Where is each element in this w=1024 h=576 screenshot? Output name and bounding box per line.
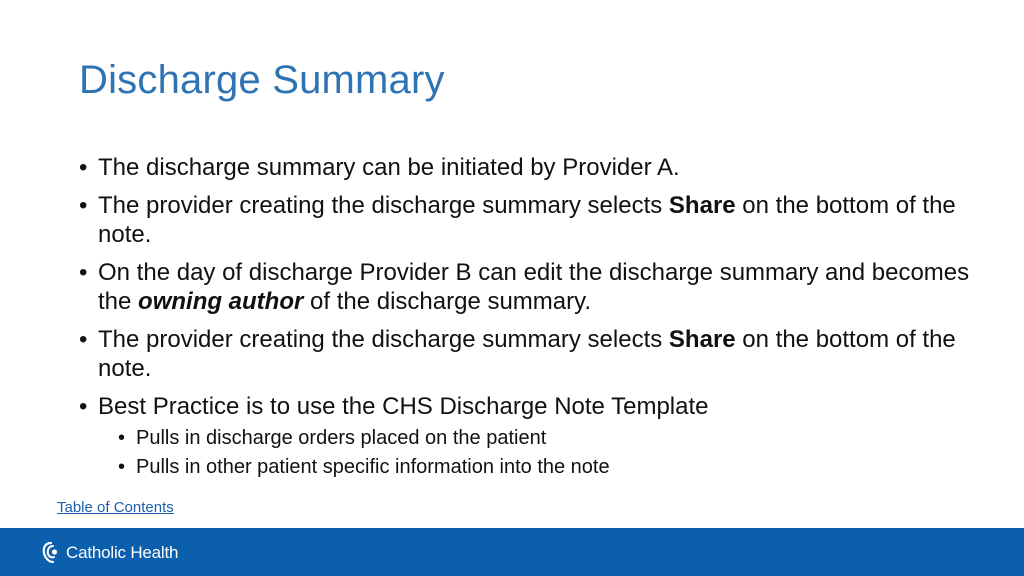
bullet-text: The discharge summary can be initiated by Provider A.: [98, 154, 680, 181]
bullet-text: On the day of discharge Provider B can edit the discharge summary and becomes the: [98, 259, 970, 315]
bullet-item: [78, 392, 978, 482]
footer-bar: [0, 528, 1024, 576]
bullet-text: of the discharge summary.: [303, 288, 592, 315]
bullet-bold-text: Share: [668, 192, 736, 219]
bullet-item: [78, 258, 978, 316]
sub-bullet-item: • Pulls in discharge orders placed on the patient: [116, 424, 978, 453]
bullet-bold-text: Share: [668, 326, 736, 353]
catholic-health-logo: [40, 540, 178, 566]
brand-name: Catholic Health: [66, 543, 179, 562]
sub-bullet-list: [98, 424, 978, 482]
bullet-text: Best Practice is to use the CHS Discharge Note Template: [98, 393, 709, 420]
bullet-text: The provider creating the discharge summary selects: [98, 192, 669, 219]
table-of-contents-link[interactable]: Table of Contents: [57, 499, 174, 516]
bullet-text: The provider creating the discharge summary selects: [98, 326, 669, 353]
bullet-text: on the bottom of the note.: [98, 192, 956, 248]
bullet-text: on the bottom of the note.: [98, 326, 956, 382]
bullet-item: [78, 153, 978, 182]
bullet-list: [78, 153, 978, 491]
bullet-bold-italic-text: owning author: [138, 288, 304, 315]
bullet-item: [78, 191, 978, 249]
sub-bullet-item: • Pulls in other patient specific information into the note: [116, 453, 978, 482]
slide-title: Discharge Summary: [79, 58, 445, 102]
bullet-item: [78, 325, 978, 383]
catholic-health-logo-icon: [40, 541, 62, 565]
